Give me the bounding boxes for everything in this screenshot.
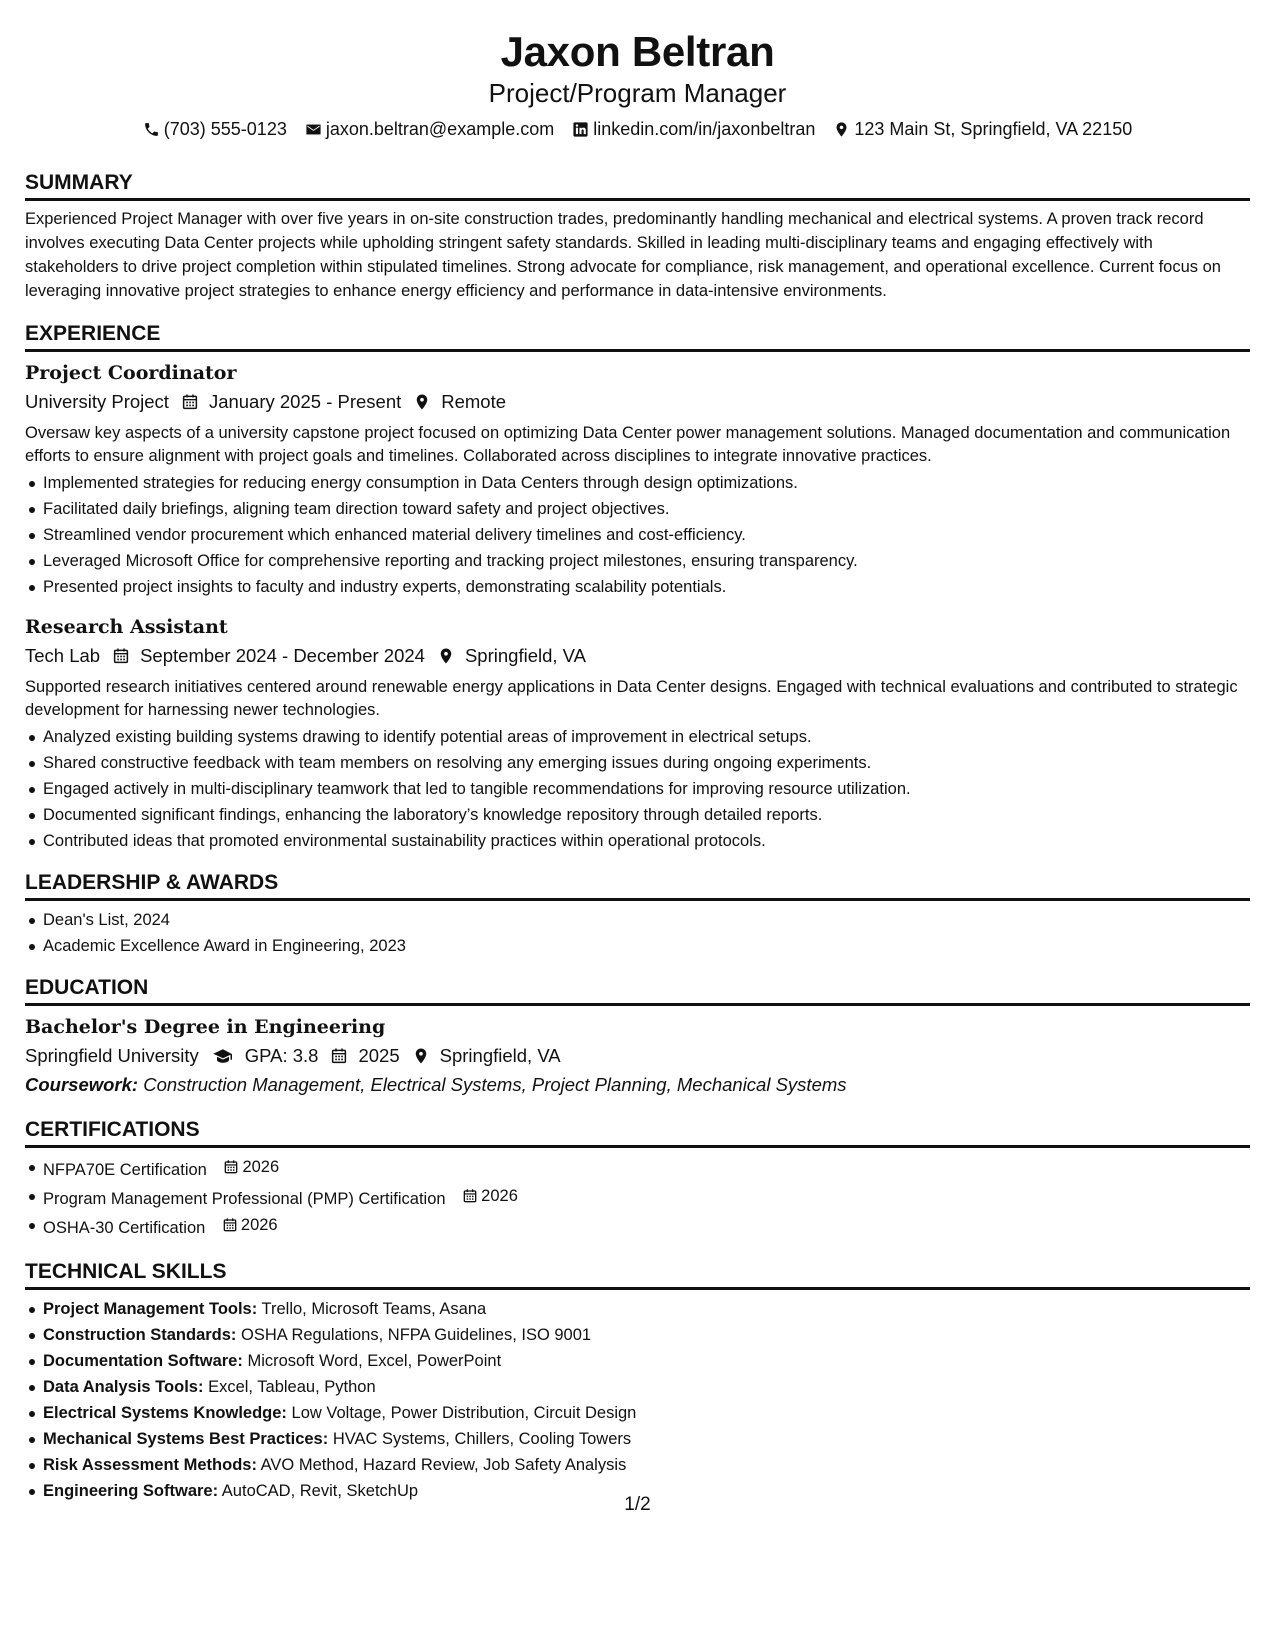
- skill-label: Engineering Software:: [43, 1482, 219, 1500]
- cert-item: [25, 1212, 1250, 1241]
- cert-item: [25, 1154, 1250, 1183]
- leadership-section: [25, 870, 1250, 959]
- section-title: LEADERSHIP & AWARDS: [25, 870, 1250, 901]
- skill-item: [25, 1296, 1250, 1322]
- school-location: [412, 1043, 561, 1069]
- job-bullets: [25, 724, 1250, 854]
- calendar-icon: [223, 1159, 239, 1175]
- phone-text: (703) 555-0123: [163, 119, 287, 139]
- page-number: 1/2: [624, 1494, 651, 1515]
- calendar-icon: [112, 647, 130, 665]
- list-item: Engaged actively in multi-disciplinary teamwork that led to tangible recommendations for improving resource utilization.: [25, 776, 1250, 802]
- awards-list: [25, 907, 1250, 959]
- coursework-list: Construction Management, Electrical Systems, Project Planning, Mechanical Systems: [143, 1074, 847, 1095]
- candidate-role: Project/Program Manager: [488, 78, 787, 108]
- gpa: [211, 1043, 319, 1069]
- skill-item: [25, 1322, 1250, 1348]
- linkedin-text: linkedin.com/in/jaxonbeltran: [593, 119, 816, 139]
- skill-value: Excel, Tableau, Python: [208, 1378, 376, 1396]
- calendar-icon: [330, 1047, 348, 1065]
- skills-list: [25, 1296, 1250, 1504]
- cert-year: 2026: [481, 1187, 518, 1205]
- job-location: [437, 643, 586, 669]
- list-item: Facilitated daily briefings, aligning team direction toward safety and project objectives.: [25, 496, 1250, 522]
- job-meta: [25, 643, 1250, 669]
- skill-label: Documentation Software:: [43, 1352, 243, 1370]
- envelope-icon: [305, 121, 322, 138]
- cert-name: OSHA-30 Certification: [43, 1219, 206, 1237]
- list-item: Contributed ideas that promoted environmental sustainability practices within operational protocols.: [25, 828, 1250, 854]
- list-item: Academic Excellence Award in Engineering, 2023: [25, 933, 1250, 959]
- cert-year: 2026: [240, 1216, 278, 1234]
- skill-value: HVAC Systems, Chillers, Cooling Towers: [332, 1430, 632, 1448]
- skill-item: [25, 1348, 1250, 1374]
- cert-name: NFPA70E Certification: [43, 1161, 207, 1179]
- resume-page: [25, 0, 1250, 1504]
- section-title: EDUCATION: [25, 975, 1250, 1006]
- cert-date: [223, 1154, 279, 1180]
- cert-date: [222, 1212, 278, 1238]
- linkedin-icon: [572, 121, 589, 138]
- job-description: Oversaw key aspects of a university capstone project focused on optimizing Data Center power management solutions. Managed documentation and communication efforts to ensure alignment with project goals and timelines. Collaborated across disciplines to integrate innovative practices.: [25, 424, 1231, 465]
- list-item: Shared constructive feedback with team members on resolving any emerging issues during ongoing experiments.: [25, 750, 1250, 776]
- list-item: Dean's List, 2024: [25, 907, 1250, 933]
- coursework-label: Coursework:: [25, 1074, 139, 1095]
- education-meta: [25, 1043, 1250, 1069]
- section-title: CERTIFICATIONS: [25, 1117, 1250, 1148]
- map-pin-icon: [412, 1047, 430, 1065]
- calendar-icon: [462, 1188, 478, 1204]
- list-item: Implemented strategies for reducing energy consumption in Data Centers through design optimizations.: [25, 470, 1250, 496]
- skill-label: Mechanical Systems Best Practices:: [43, 1430, 329, 1448]
- year-text: 2025: [358, 1045, 400, 1066]
- skill-value: AVO Method, Hazard Review, Job Safety Analysis: [260, 1456, 627, 1474]
- section-title: TECHNICAL SKILLS: [25, 1259, 1250, 1290]
- contact-address: [833, 118, 1132, 140]
- gpa-text: GPA: 3.8: [244, 1045, 319, 1066]
- section-title: SUMMARY: [25, 170, 1250, 201]
- job-dates: [181, 389, 401, 415]
- skill-value: Microsoft Word, Excel, PowerPoint: [247, 1352, 502, 1370]
- list-item: Leveraged Microsoft Office for comprehensive reporting and tracking project milestones, ensuring transparency.: [25, 548, 1250, 574]
- list-item: Presented project insights to faculty and industry experts, demonstrating scalability potentials.: [25, 574, 1250, 600]
- list-item: Analyzed existing building systems drawing to identify potential areas of improvement in electrical setups.: [25, 724, 1250, 750]
- cert-year: 2026: [242, 1158, 280, 1176]
- job-entry: [25, 360, 1250, 600]
- job-location-text: Springfield, VA: [464, 645, 586, 666]
- skill-value: AutoCAD, Revit, SketchUp: [221, 1482, 419, 1500]
- job-entry: [25, 614, 1250, 854]
- list-item: Documented significant findings, enhancing the laboratory’s knowledge repository through detailed reports.: [25, 802, 1250, 828]
- job-org: Tech Lab: [25, 645, 101, 666]
- cert-name: Program Management Professional (PMP) Certification: [43, 1190, 446, 1208]
- skill-label: Risk Assessment Methods:: [43, 1456, 257, 1474]
- contact-linkedin[interactable]: [572, 118, 815, 140]
- contact-bar: [25, 118, 1250, 140]
- skill-value: Low Voltage, Power Distribution, Circuit Design: [291, 1404, 637, 1422]
- job-org: University Project: [25, 391, 169, 412]
- job-description: Supported research initiatives centered around renewable energy applications in Data Center designs. Engaged with technical evaluations and contributed to strategic development for harnessing newer technologies.: [25, 678, 1238, 719]
- job-bullets: [25, 470, 1250, 600]
- cert-list: [25, 1154, 1250, 1241]
- contact-phone[interactable]: [143, 118, 287, 140]
- email-text: jaxon.beltran@example.com: [325, 119, 555, 139]
- job-dates-text: January 2025 - Present: [208, 391, 402, 412]
- coursework: [25, 1071, 1250, 1099]
- location-text: Springfield, VA: [439, 1045, 561, 1066]
- calendar-icon: [181, 393, 199, 411]
- certifications-section: [25, 1117, 1250, 1241]
- job-title: Project Coordinator: [25, 362, 237, 384]
- phone-icon: [143, 121, 160, 138]
- skill-item: [25, 1374, 1250, 1400]
- map-pin-icon: [413, 393, 431, 411]
- skill-label: Project Management Tools:: [43, 1300, 258, 1318]
- calendar-icon: [222, 1217, 238, 1233]
- skills-section: [25, 1259, 1250, 1504]
- job-dates: [112, 643, 425, 669]
- resume-header: [25, 0, 1250, 140]
- skill-item: [25, 1452, 1250, 1478]
- job-location-text: Remote: [441, 391, 507, 412]
- job-location: [413, 389, 506, 415]
- skill-label: Data Analysis Tools:: [43, 1378, 204, 1396]
- skill-label: Construction Standards:: [43, 1326, 237, 1344]
- address-text: 123 Main St, Springfield, VA 22150: [854, 119, 1133, 139]
- summary-text: Experienced Project Manager with over five years in on-site construction trades, predominantly handling mechanical and electrical systems. A proven track record involves executing Data Center projects while upholding stringent safety standards. Skilled in leading multi-disciplinary teams and engaging effectively with stakeholders to drive project completion within stipulated timelines. Strong advocate for compliance, risk management, and operational excellence. Current focus on leveraging innovative project strategies to enhance energy efficiency and performance in data-intensive environments.: [25, 210, 1221, 300]
- degree-title: Bachelor's Degree in Engineering: [25, 1016, 386, 1038]
- skill-item: [25, 1400, 1250, 1426]
- cert-date: [462, 1183, 518, 1209]
- contact-email[interactable]: [305, 118, 554, 140]
- candidate-name: Jaxon Beltran: [500, 28, 775, 75]
- summary-section: [25, 170, 1250, 303]
- graduation-year: [330, 1043, 399, 1069]
- map-pin-icon: [437, 647, 455, 665]
- experience-section: [25, 321, 1250, 854]
- skill-label: Electrical Systems Knowledge:: [43, 1404, 287, 1422]
- map-pin-icon: [833, 121, 850, 138]
- list-item: Streamlined vendor procurement which enhanced material delivery timelines and cost-efficiency.: [25, 522, 1250, 548]
- cert-item: [25, 1183, 1250, 1212]
- job-title: Research Assistant: [25, 616, 228, 638]
- job-dates-text: September 2024 - December 2024: [140, 645, 425, 666]
- skill-value: OSHA Regulations, NFPA Guidelines, ISO 9001: [241, 1326, 592, 1344]
- school-name: Springfield University: [25, 1045, 199, 1066]
- section-title: EXPERIENCE: [25, 321, 1250, 352]
- job-meta: [25, 389, 1250, 415]
- skill-value: Trello, Microsoft Teams, Asana: [261, 1300, 487, 1318]
- education-section: [25, 975, 1250, 1099]
- graduation-cap-icon: [211, 1047, 235, 1065]
- skill-item: [25, 1426, 1250, 1452]
